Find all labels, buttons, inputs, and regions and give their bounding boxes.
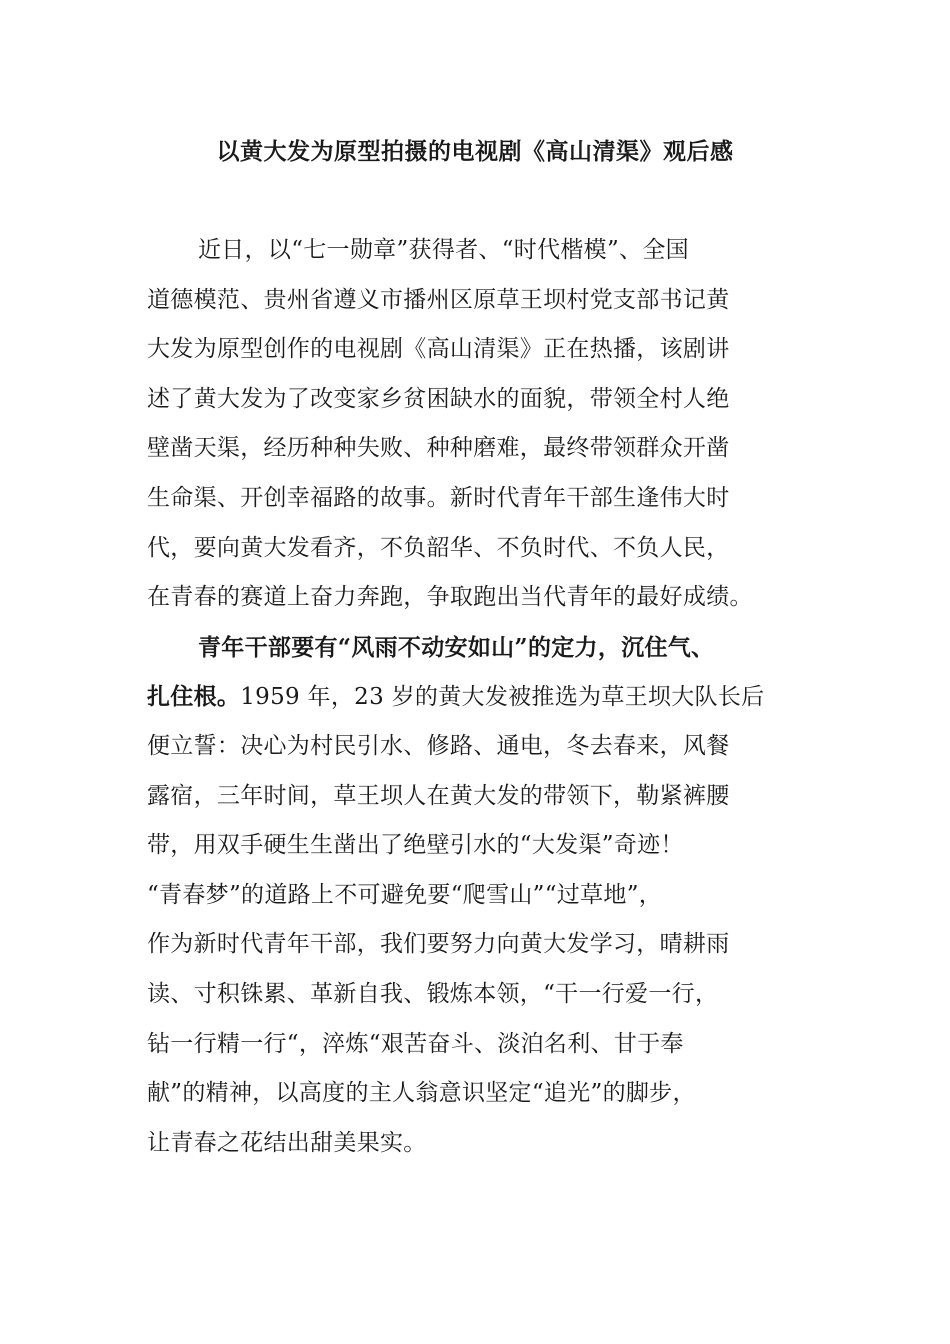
text-line: 钻一行精一行“，淬炼“艰苦奋斗、淡泊名利、甘于奉 <box>147 1030 684 1057</box>
text-line: 代，要向黄大发看齐，不负韶华、不负时代、不负人民， <box>147 534 730 561</box>
text-line <box>147 672 807 722</box>
text-line: 道德模范、贵州省遵义市播州区原草王坝村党支部书记黄 <box>147 286 730 313</box>
text-line: 近日，以“七一勋章”获得者、“时代楷模”、全国 <box>198 237 689 263</box>
text-line: “青春梦”的道路上不可避免要“爬雪山”“过草地”， <box>147 881 663 908</box>
text-line: 生命渠、开创幸福路的故事。新时代青年干部生逢伟大时 <box>147 484 730 511</box>
paragraph-1 <box>147 226 807 623</box>
paragraph-lead-sentence-end: 扎住根。 <box>147 683 241 711</box>
text-line: 带，用双手硬生生凿出了绝壁引水的“大发渠”奇迹！ <box>147 832 684 859</box>
text-line: 述了黄大发为了改变家乡贫困缺水的面貌，带领全村人绝 <box>147 385 730 412</box>
text-line: 大发为原型创作的电视剧《高山清渠》正在热播，该剧讲 <box>147 336 730 363</box>
text-line: 读、寸积铢累、革新自我、锻炼本领，“干一行爱一行， <box>147 980 719 1007</box>
text-line: 在青春的赛道上奋力奔跑，争取跑出当代青年的最好成绩。 <box>147 584 753 611</box>
text-line: 壁凿天渠，经历种种失败、种种磨难，最终带领群众开凿 <box>147 435 730 462</box>
text-span: 1959 年，23 岁的黄大发被推选为草王坝大队长后 <box>240 684 765 711</box>
text-line: 露宿，三年时间，草王坝人在黄大发的带领下，勒紧裤腰 <box>147 782 730 809</box>
text-line: 作为新时代青年干部，我们要努力向黄大发学习，晴耕雨 <box>147 931 730 958</box>
text-line: 献”的精神，以高度的主人翁意识坚定“追光”的脚步， <box>147 1080 696 1107</box>
text-line: 让青春之花结出甜美果实。 <box>147 1129 427 1156</box>
paragraph-lead-sentence: 青年干部要有“风雨不动安如山”的定力，沉住气、 <box>198 633 715 661</box>
document-title: 以黄大发为原型拍摄的电视剧《高山清渠》观后感 <box>216 138 734 165</box>
document-body <box>147 226 807 1168</box>
paragraph-2 <box>147 623 807 1169</box>
text-line: 便立誓：决心为村民引水、修路、通电，冬去春来，风餐 <box>147 732 730 759</box>
